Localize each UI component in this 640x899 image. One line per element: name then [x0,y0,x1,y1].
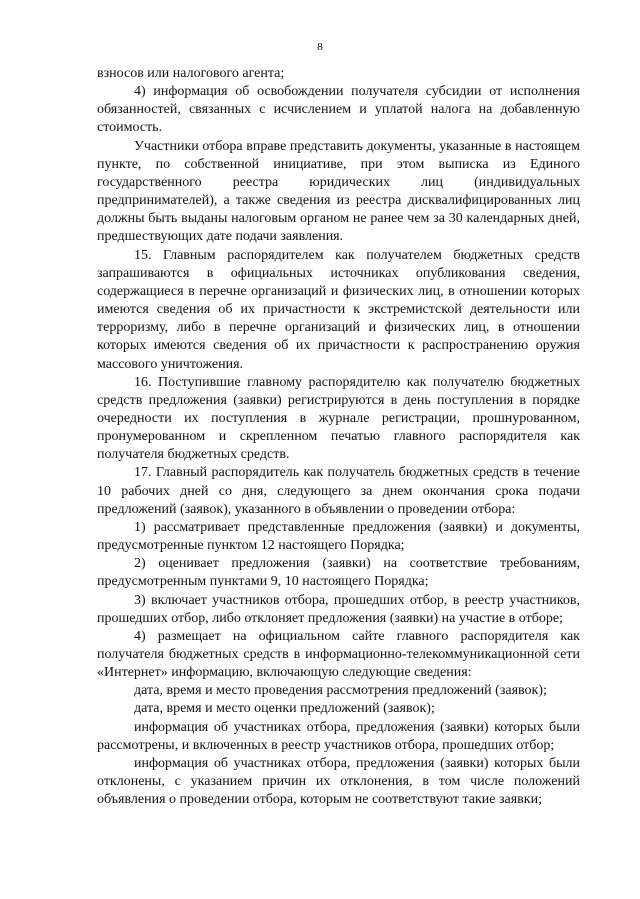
paragraph: 2) оценивает предложения (заявки) на соответствие требованиям, предусмотренным пунктами 9, 10 настоящего Порядка; [97,556,580,590]
paragraph: Участники отбора вправе представить документы, указанные в настоящем пункте, по собственной инициативе, при этом выписка из Единого государственного реестра юридических лиц (индивидуальных предпринимателей), а также сведения из реестра дисквалифицированных лиц должны быть выданы налоговым органом не ранее чем за 30 календарных дней, предшествующих дате подачи заявления. [97,138,580,245]
paragraph: дата, время и место проведения рассмотрения предложений (заявок); [134,683,547,699]
paragraph: взносов или налогового агента; [97,66,285,81]
paragraph: дата, время и место оценки предложений (заявок); [134,701,435,717]
paragraph: 4) информация об освобождении получателя субсидии от исполнения обязанностей, связанных с исчислением и уплатой налога на добавленную стоимость. [97,84,580,136]
document-body [97,65,580,809]
paragraph: 16. Поступившие главному распорядителю как получателю бюджетных средств предложения (заявки) регистрируются в день поступления в порядке очередности их поступления в журнале регистрации, прошнурованном, пронумерованном и скрепленном печатью главного распорядителя как получателя бюджетных средств. [97,374,580,463]
paragraph: информация об участниках отбора, предложения (заявки) которых были отклонены, с указанием причин их отклонения, в том числе положений объявления о проведении отбора, которым не соответствуют такие заявки; [97,755,580,808]
paragraph: 15. Главным распорядителем как получателем бюджетных средств запрашиваются в официальных источниках опубликования сведения, содержащиеся в перечне организаций и физических лиц, в отношении которых имеются сведения об их причастности к экстремистской деятельности или терроризму, либо в перечне организаций и физических лиц, в отношении которых имеются сведения об их причастности к распространению оружия массового уничтожения. [97,247,580,372]
paragraph: информация об участниках отбора, предложения (заявки) которых были рассмотрены, и включенных в реестр участников отбора, прошедших отбор; [97,719,580,753]
paragraph: 1) рассматривает представленные предложения (заявки) и документы, предусмотренные пунктом 12 настоящего Порядка; [97,519,580,554]
paragraph: 4) размещает на официальном сайте главного распорядителя как получателя бюджетных средств в информационно-телекоммуникационной сети «Интернет» информацию, включающую следующие сведения: [97,628,580,681]
page-number: 8 [317,41,323,53]
paragraph: 17. Главный распорядитель как получатель бюджетных средств в течение 10 рабочих дней со дня, следующего за днем окончания срока подачи предложений (заявок), указанного в объявлении о проведении отбора: [97,465,580,517]
paragraph: 3) включает участников отбора, прошедших отбор, в реестр участников, прошедших отбор, либо отклоняет предложения (заявки) на участие в отборе; [97,592,580,626]
